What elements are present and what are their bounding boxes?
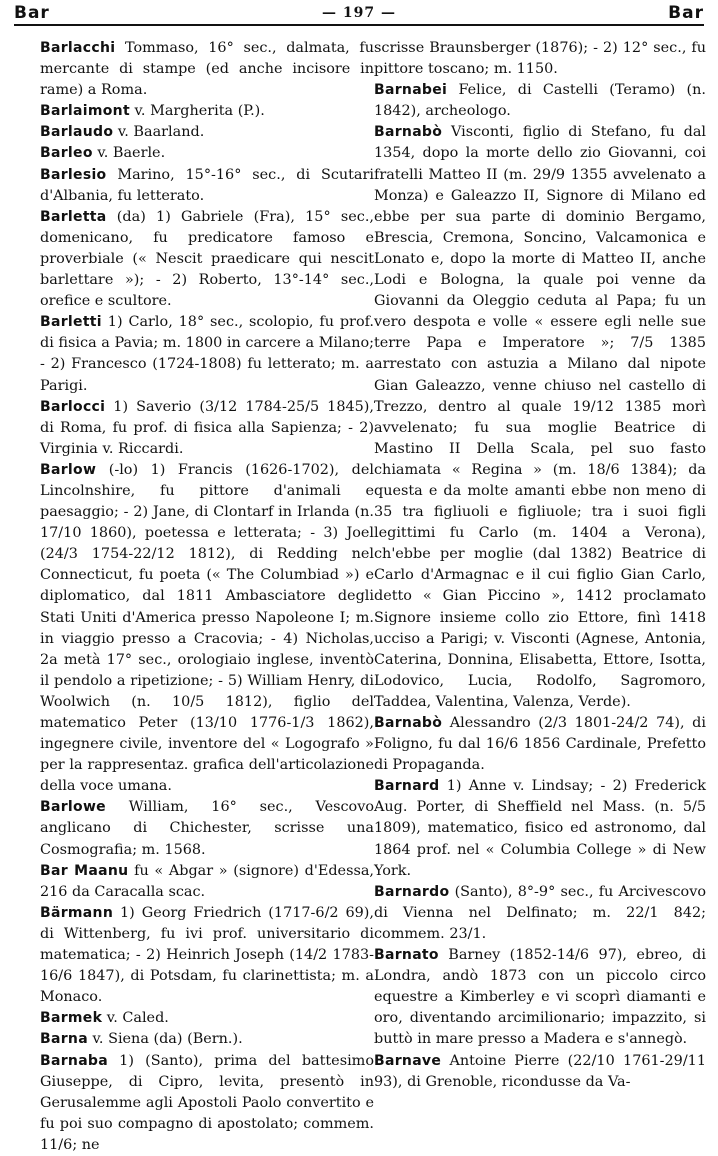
dictionary-entry xyxy=(40,1008,374,1029)
dictionary-entry xyxy=(374,122,706,713)
entry-headword: Barletta xyxy=(40,208,107,225)
entry-headword: Bar Maanu xyxy=(40,862,129,879)
dictionary-entry xyxy=(40,460,374,798)
entry-text: 1) Georg Friedrich (1717-6/2 69), di Wittenberg, fu ivi prof. universitario di matematica; - 2) Heinrich Joseph (14/2 1783-16/6 1847), di Potsdam, fu clarinettista; m. a Monaco. xyxy=(40,904,374,1006)
dictionary-entry xyxy=(40,165,374,207)
page-number: — 197 — xyxy=(322,5,396,21)
entry-text: scrisse Braunsberger (1876); - 2) 12° sec., fu pittore toscano; m. 1150. xyxy=(374,40,706,78)
entry-headword: Barlowe xyxy=(40,799,106,816)
page-header xyxy=(14,2,704,26)
dictionary-entry xyxy=(40,861,374,903)
entry-headword: Bärmann xyxy=(40,904,114,921)
right-column xyxy=(374,38,706,1093)
header-right-headword: Bar xyxy=(668,3,704,23)
entry-text: Felice, di Castelli (Teramo) (n. 1842), archeologo. xyxy=(374,82,706,120)
entry-headword: Barlesio xyxy=(40,166,107,183)
entry-text: 1) Carlo, 18° sec., scolopio, fu prof. di fisica a Pavia; m. 1800 in carcere a Milano; - 2) Francesco (1724-1808) fu letterato; m. a Parigi. xyxy=(40,314,374,394)
dictionary-entry xyxy=(40,312,374,396)
entry-text: Marino, 15°-16° sec., di Scutari d'Albania, fu letterato. xyxy=(40,166,374,204)
dictionary-entry xyxy=(40,397,374,460)
entry-headword: Barnaba xyxy=(40,1052,109,1069)
dictionary-entry xyxy=(40,903,374,1008)
entry-text: v. Siena (da) (Bern.). xyxy=(87,1031,243,1048)
entry-headword: Barnave xyxy=(374,1052,442,1069)
entry-headword: Barlow xyxy=(40,461,97,478)
entry-text: Barney (1852-14/6 97), ebreo, di Londra, andò 1873 con un piccolo circo equestre a Kimberley e vi scoprì diamanti e oro, diventando arcimilionario; impazzito, si buttò in mare presso a Madera e s'annegò. xyxy=(374,947,706,1048)
entry-text: v. Baerle. xyxy=(92,145,166,162)
entry-headword: Barna xyxy=(40,1031,88,1048)
dictionary-entry xyxy=(374,882,706,945)
entry-headword: Barnard xyxy=(374,778,440,795)
entry-headword: Barnabò xyxy=(374,124,443,141)
dictionary-entry xyxy=(374,38,706,80)
dictionary-entry xyxy=(374,80,706,122)
dictionary-entry xyxy=(40,1051,374,1156)
entry-text: 1) Saverio (3/12 1784-25/5 1845), di Roma, fu prof. di fisica alla Sapienza; - 2) Virginia v. Riccardi. xyxy=(40,398,374,457)
dictionary-entry xyxy=(374,713,706,776)
dictionary-entry xyxy=(40,122,374,143)
dictionary-entry xyxy=(374,1051,706,1093)
entry-text: (da) 1) Gabriele (Fra), 15° sec., domenicano, fu predicatore famoso e proverbiale (« Nescit praedicare qui nescit barlettare »); - 2) Roberto, 13°-14° sec., orefice e scultore. xyxy=(40,208,374,310)
dictionary-entry xyxy=(374,776,706,881)
dictionary-entry xyxy=(40,1029,374,1050)
entry-text: William, 16° sec., Vescovo anglicano di Chichester, scrisse una Cosmografia; m. 1568. xyxy=(40,799,374,858)
entry-text: fu « Abgar » (signore) d'Edessa, 216 da Caracalla scac. xyxy=(40,862,374,900)
entry-text: Antoine Pierre (22/10 1761-29/11 93), di Grenoble, ricondusse da Va- xyxy=(374,1052,706,1090)
entry-headword: Barnabò xyxy=(374,715,443,731)
entry-text: 1) (Santo), prima del battesimo Giuseppe, di Cipro, levita, presentò in Gerusalemme agli Apostoli Paolo convertito e fu poi suo compagno di apostolato; commem. 11/6; ne xyxy=(40,1052,374,1153)
entry-headword: Barnabei xyxy=(374,82,448,99)
dictionary-entry xyxy=(40,797,374,860)
entry-headword: Barnato xyxy=(374,947,439,964)
entry-headword: Barlaimont xyxy=(40,103,130,120)
entry-headword: Barlocci xyxy=(40,398,106,415)
entry-text: Tommaso, 16° sec., dalmata, fu mercante di stampe (ed anche incisore in rame) a Roma. xyxy=(40,40,374,99)
entry-headword: Barmek xyxy=(40,1010,103,1027)
header-left-headword: Bar xyxy=(14,3,50,23)
entry-text: v. Margherita (P.). xyxy=(129,103,265,120)
dictionary-entry xyxy=(374,945,706,1050)
entry-text: Visconti, figlio di Stefano, fu dal 1354, dopo la morte dello zio Giovanni, coi fratelli Matteo II (m. 29/9 1355 avvelenato a Monza) e Galeazzo II, Signore di Milano ed ebbe per sua parte di dominio Bergamo, Brescia, Cremona, Soncino, Valcamonica e Lonato e, dopo la morte di Matteo II, anche Lodi e Bologna, la quale poi venne da Giovanni da Oleggio ceduta al Papa; fu un vero despota e volle « essere egli nelle sue terre Papa e Imperatore »; 7/5 1385 arrestato con astuzia a Milano dal nipote Gian Galeazzo, venne chiuso nel castello di Trezzo, dentro al quale 19/12 1385 morì avvelenato; fu sua moglie Beatrice di Mastino II Della Scala, pel suo fasto chiamata « Regina » (m. 18/6 1384); da questa e da molte amanti ebbe non meno di 35 tra figliuoli e figliuole; tra i suoi figli legittimi fu Carlo (m. 1404 a Verona), ch'ebbe per moglie (dal 1382) Beatrice di Carlo d'Armagnac e il cui figlio Gian Carlo, detto « Gian Piccino », 1412 proclamato Signore insieme collo zio Ettore, finì 1418 ucciso a Parigi; v. Visconti (Agnese, Antonia, Caterina, Donnina, Elisabetta, Ettore, Isotta, Lodovico, Lucia, Rodolfo, Sagromoro, Taddea, Valentina, Valenza, Verde). xyxy=(374,124,706,710)
entry-text: 1) Anne v. Lindsay; - 2) Frederick Aug. Porter, di Sheffield nel Mass. (n. 5/5 1809), matematico, fisico ed astronomo, dal 1864 prof. nel « Columbia College » di New York. xyxy=(374,778,706,879)
entry-headword: Barnardo xyxy=(374,883,450,900)
dictionary-entry xyxy=(40,38,374,101)
dictionary-entry xyxy=(40,143,374,164)
entry-headword: Barletti xyxy=(40,314,102,331)
left-column xyxy=(40,38,374,1156)
entry-text: v. Baarland. xyxy=(113,124,205,141)
entry-text: v. Caled. xyxy=(102,1010,169,1027)
entry-text: (Santo), 8°-9° sec., fu Arcivescovo di Vienna nel Delfinato; m. 22/1 842; commem. 23/1. xyxy=(374,883,706,942)
dictionary-entry xyxy=(40,207,374,312)
entry-headword: Barleo xyxy=(40,145,93,162)
entry-headword: Barlacchi xyxy=(40,40,116,56)
entry-headword: Barlaudo xyxy=(40,124,114,141)
dictionary-entry xyxy=(40,101,374,122)
entry-text: (-lo) 1) Francis (1626-1702), del Lincolnshire, fu pittore d'animali e paesaggio; - 2) Jane, di Clontarf in Irlanda (n. 17/10 1860), poetessa e letterata; - 3) Joel (24/3 1754-22/12 1812), di Redding nel Connecticut, fu poeta (« The Columbiad ») e diplomatico, dal 1811 Ambasciatore degli Stati Uniti d'America presso Napoleone I; m. in viaggio presso a Cracovia; - 4) Nicholas, 2a metà 17° sec., orologiaio inglese, inventò il pendolo a ripetizione; - 5) William Henry, di Woolwich (n. 10/5 1812), figlio del matematico Peter (13/10 1776-1/3 1862), ingegnere civile, inventore del « Logografo » per la rappresentaz. grafica dell'articolazione della voce umana. xyxy=(40,461,374,795)
entry-text: Alessandro (2/3 1801-24/2 74), di Foligno, fu dal 16/6 1856 Cardinale, Prefetto di Propaganda. xyxy=(374,715,706,774)
